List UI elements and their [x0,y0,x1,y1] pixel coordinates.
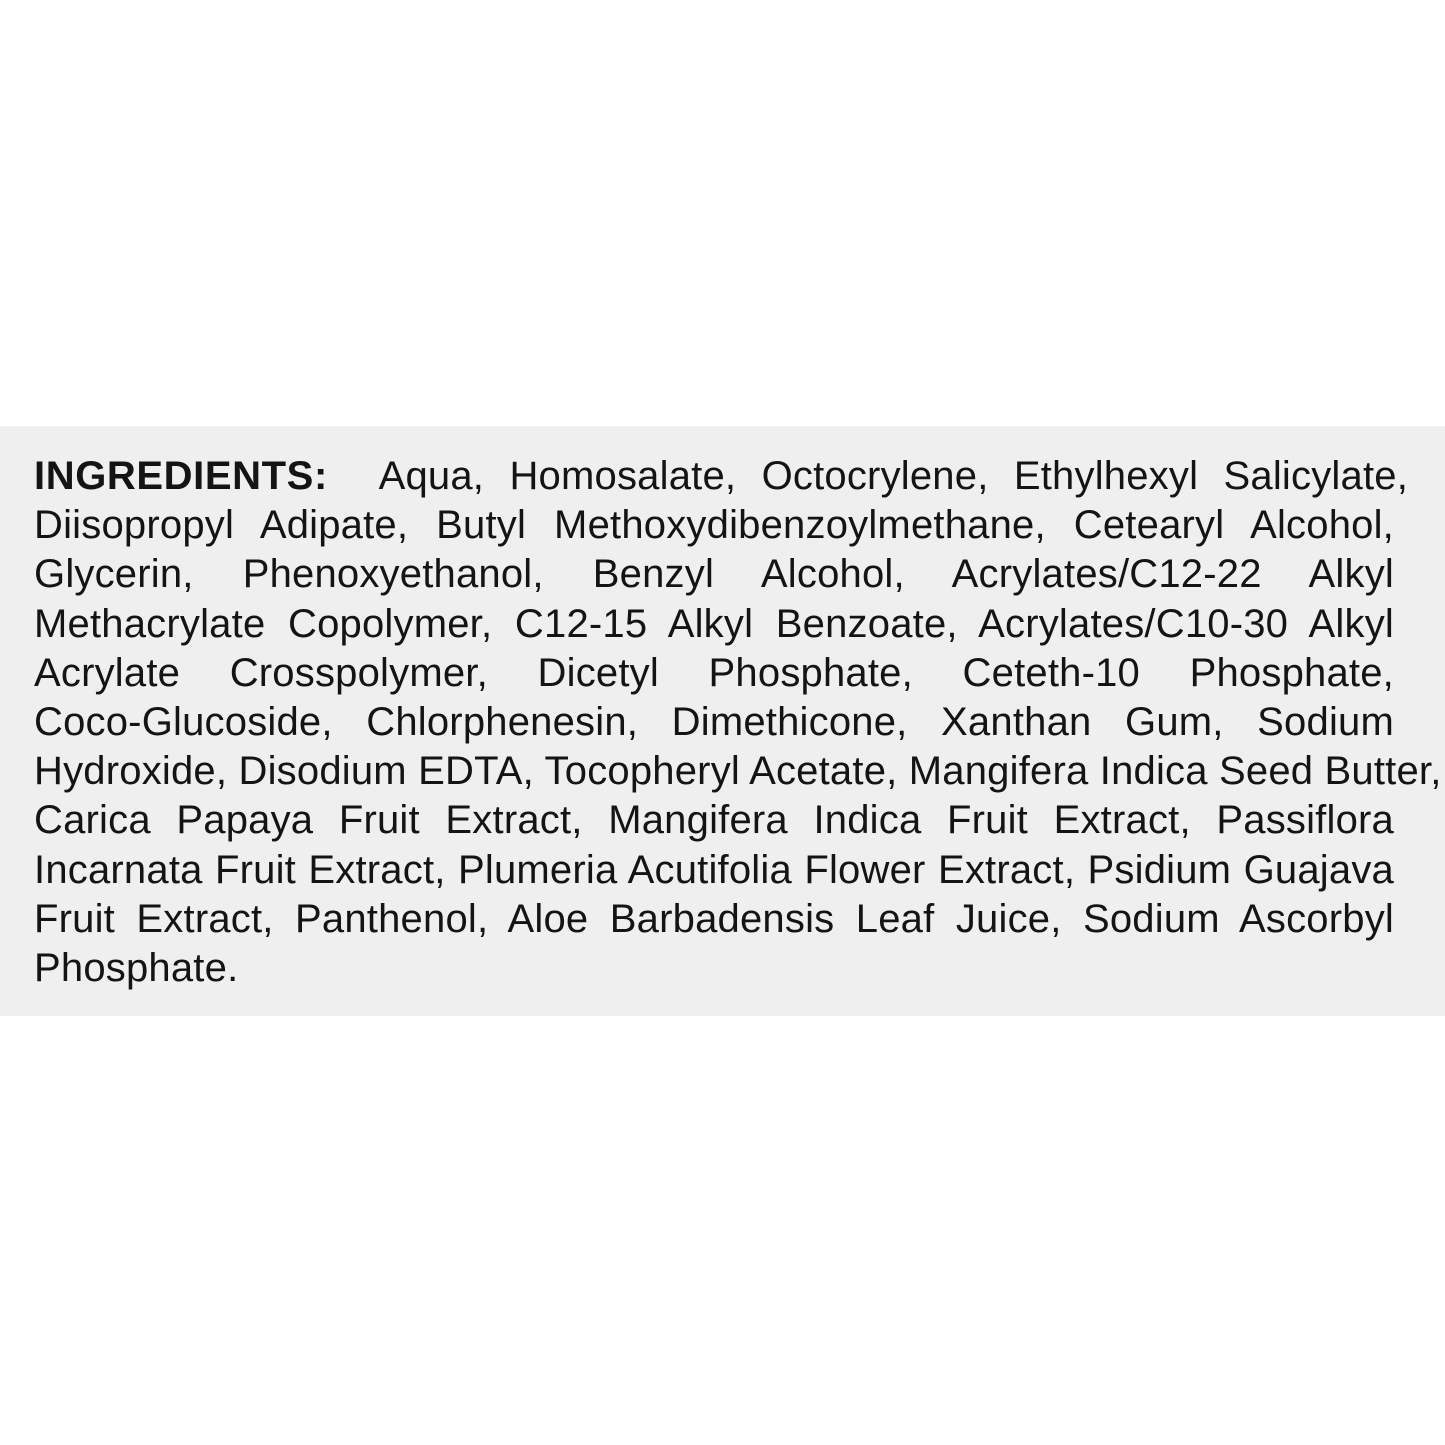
ingredients-line-5: Acrylate Crosspolymer, Dicetyl Phosphate, Ceteth-10 Phosphate, [34,650,1394,695]
ingredients-line-1 [34,452,1409,501]
ingredients-line-7: Hydroxide, Disodium EDTA, Tocopheryl Acetate, Mangifera Indica Seed Butter, [34,749,1442,794]
ingredients-line-1-text: Aqua, Homosalate, Octocrylene, Ethylhexyl Salicylate, [378,454,1409,498]
ingredients-line-8: Carica Papaya Fruit Extract, Mangifera Indica Fruit Extract, Passiflora [34,798,1394,843]
ingredients-line-3: Glycerin, Phenoxyethanol, Benzyl Alcohol, Acrylates/C12-22 Alkyl [34,552,1394,597]
ingredients-heading: INGREDIENTS: [34,454,328,498]
ingredients-line-4: Methacrylate Copolymer, C12-15 Alkyl Benzoate, Acrylates/C10-30 Alkyl [34,601,1394,646]
ingredients-line-9: Incarnata Fruit Extract, Plumeria Acutifolia Flower Extract, Psidium Guajava [34,847,1394,892]
ingredients-text [34,452,1442,993]
ingredients-line-10: Fruit Extract, Panthenol, Aloe Barbadensis Leaf Juice, Sodium Ascorbyl [34,896,1394,941]
ingredients-line-6: Coco-Glucoside, Chlorphenesin, Dimethicone, Xanthan Gum, Sodium [34,700,1394,745]
ingredients-line-11: Phosphate. [34,946,239,991]
ingredients-line-2: Diisopropyl Adipate, Butyl Methoxydibenzoylmethane, Cetearyl Alcohol, [34,503,1394,548]
